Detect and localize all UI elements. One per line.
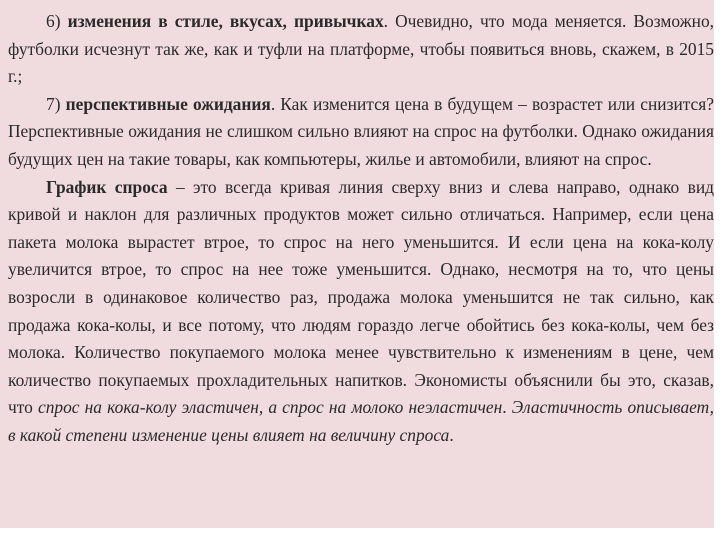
- paragraph-number: 6): [46, 11, 61, 31]
- sentence-separator: .: [502, 397, 512, 418]
- paragraph-body: . Очевидно, что мода меняется. Возможно, футболки исчезнут так же, как и туфли на платформе, чтобы появиться вновь, скажем, в 2015 г.;: [8, 11, 714, 87]
- italic-statement: спрос на кока-колу эластичен, а спрос на молоко неэластичен: [37, 397, 503, 418]
- document-text: [8, 8, 714, 450]
- paragraph-heading: изменения в стиле, вкусах, привычках: [67, 11, 384, 31]
- paragraph-body: – это всегда кривая линия сверху вниз и слева направо, однако вид кривой и наклон для различных продуктов может сильно отличаться. Например, если цена пакета молока вырастет втрое, то спрос на него уменьшится. И если цена на кока-колу увеличится втрое, то спрос на нее тоже уменьшится. Однако, несмотря на то, что цены возросли в одинаковое количество раз, продажа молока уменьшится не так сильно, как продажа кока-колы, и все потому, что людям гораздо легче обойтись без кока-колы, чем без молока. Количество покупаемого молока менее чувствительно к изменениям в цене, чем количество покупаемых прохладительных напитков. Экономисты объяснили бы это, сказав, что: [8, 176, 714, 418]
- paragraph-6: [8, 8, 714, 91]
- paragraph-7: [8, 91, 714, 174]
- italic-definition: Эластичность описывает, в какой степени изменение цены влияет на величину спроса: [8, 397, 714, 445]
- paragraph-heading: перспективные ожидания: [65, 93, 271, 114]
- paragraph-body: . Как изменится цена в будущем – возрастет или снизится? Перспективные ожидания не слишком сильно влияют на спрос на футболки. Однако ожидания будущих цен на такие товары, как компьютеры, жилье и автомобили, влияют на спрос.: [8, 93, 714, 169]
- paragraph-heading: График спроса: [46, 176, 168, 197]
- paragraph-number: 7): [46, 93, 61, 114]
- paragraph-demand-graph: [8, 174, 714, 450]
- sentence-end: .: [449, 424, 454, 445]
